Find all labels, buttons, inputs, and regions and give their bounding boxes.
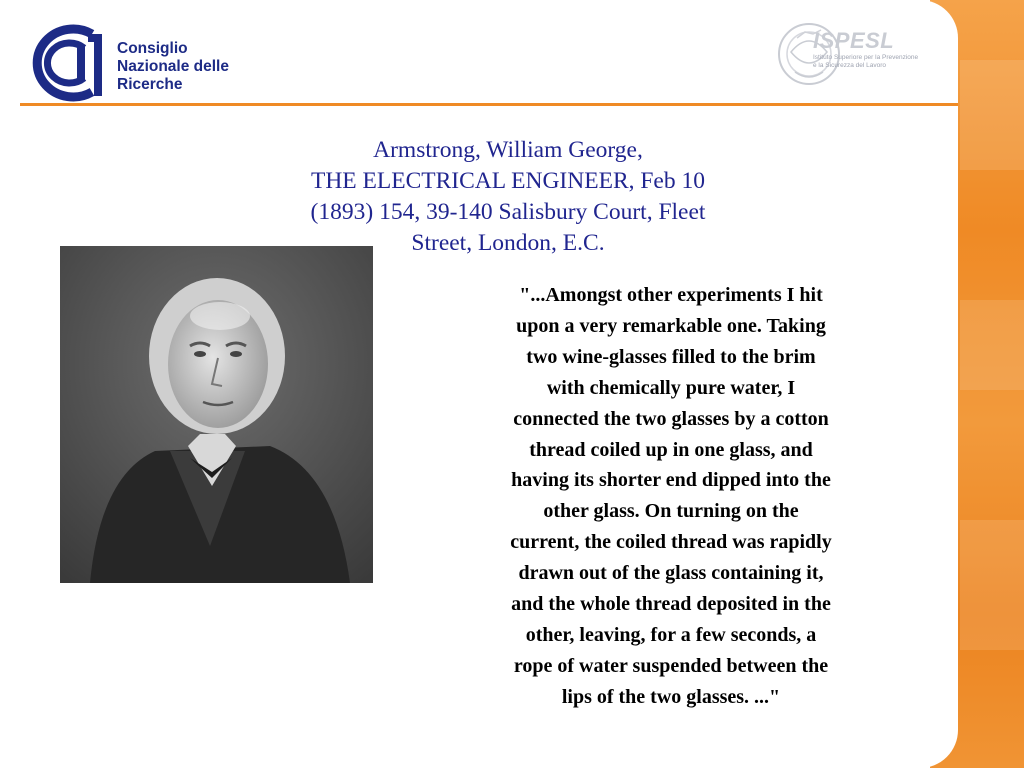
quote-line: thread coiled up in one glass, and — [529, 438, 813, 461]
header-divider — [20, 103, 958, 106]
cnr-logo-line: Consiglio — [117, 40, 188, 57]
title-line: (1893) 154, 39-140 Salisbury Court, Fleet — [310, 199, 706, 225]
ispesl-logo — [775, 12, 925, 96]
ispesl-logo-subtitle — [813, 54, 918, 70]
quote-line: with chemically pure water, I — [546, 376, 796, 399]
quote-line: other glass. On turning on the — [543, 500, 799, 523]
portrait-photo-icon — [60, 246, 373, 583]
slide-title — [258, 135, 758, 259]
cnr-logo-icon — [22, 24, 114, 102]
title-line: Street, London, E.C. — [411, 230, 605, 256]
ispesl-subtitle-line: e la Sicurezza del Lavoro — [813, 62, 886, 69]
title-line: Armstrong, William George, — [373, 137, 643, 163]
cnr-logo-text — [117, 40, 229, 94]
title-line: THE ELECTRICAL ENGINEER, Feb 10 — [310, 168, 705, 194]
quote-line: other, leaving, for a few seconds, a — [525, 623, 817, 646]
quote-line: and the whole thread deposited in the — [511, 593, 831, 616]
side-decoration-tiles — [960, 0, 1024, 768]
quote-line: current, the coiled thread was rapidly — [510, 531, 832, 554]
cnr-logo-line: Ricerche — [117, 76, 183, 93]
quote-line: drawn out of the glass containing it, — [518, 562, 824, 585]
cnr-logo — [20, 22, 270, 106]
quote-line: "...Amongst other experiments I hit — [519, 284, 823, 306]
ispesl-subtitle-line: Istituto Superiore per la Prevenzione — [813, 54, 919, 61]
quote-line: connected the two glasses by a cotton — [513, 407, 829, 430]
quote-line: rope of water suspended between the — [513, 654, 829, 677]
quote-line: having its shorter end dipped into the — [511, 469, 831, 492]
quote-text — [456, 280, 886, 713]
quote-line: two wine-glasses filled to the brim — [526, 345, 816, 368]
quote-line: lips of the two glasses. ..." — [561, 685, 781, 708]
cnr-logo-line: Nazionale delle — [117, 58, 229, 75]
quote-line: upon a very remarkable one. Taking — [516, 314, 826, 337]
ispesl-logo-name: ISPESL — [813, 28, 895, 53]
